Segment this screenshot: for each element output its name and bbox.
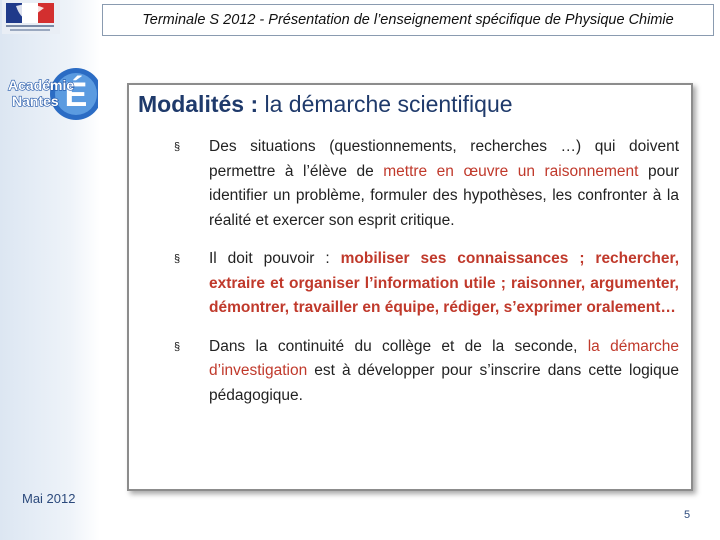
bullet-marker-icon: § — [174, 253, 181, 265]
header-banner — [102, 4, 714, 36]
republic-logo-icon — [2, 0, 60, 34]
bullet-text: Dans la continuité du collège et de la seconde, — [209, 337, 588, 355]
bullet-list — [174, 135, 679, 408]
slide-title-rest: la démarche scientifique — [258, 91, 513, 117]
slide-title-bold: Modalités : — [138, 91, 259, 117]
slide-title — [138, 91, 513, 118]
bullet-text: Il doit pouvoir : — [209, 250, 341, 267]
academie-line2: Nantes — [12, 93, 59, 109]
academie-nantes-logo-icon — [4, 58, 98, 126]
academie-line1: Académie — [8, 77, 75, 93]
academie-letter: É — [64, 76, 88, 114]
page-number: 5 — [684, 509, 691, 521]
bullet-highlight: mettre en œuvre un raisonnement — [383, 162, 639, 180]
header-title: Terminale S 2012 - Présentation de l’enseignement spécifique de Physique Chimie — [142, 12, 674, 28]
sidebar-panel — [0, 0, 100, 540]
bullet-text: pour identifier un problème, formuler des hypothèses, les confronter à la réalité et exercer son esprit critique. — [209, 162, 679, 229]
bullet-highlight: la démarche d’investigation — [209, 337, 679, 379]
bullet-item — [174, 135, 679, 233]
content-box — [127, 83, 693, 491]
bullet-highlight-bold: mobiliser ses connaissances ; rechercher, extraire et organiser l’information utile ; raisonner, argumenter, démontrer, travailler en équipe, rédiger, s’exprimer oralement… — [209, 250, 679, 316]
bullet-text: est à développer pour s’inscrire dans cette logique pédagogique. — [209, 362, 679, 404]
bullet-marker-icon: § — [174, 340, 181, 353]
bullet-item — [174, 335, 679, 409]
bullet-item — [174, 247, 679, 321]
footer-date: Mai 2012 — [22, 491, 76, 506]
bullet-text: Des situations (questionnements, recherches …) qui doivent permettre à l’élève de — [209, 138, 679, 180]
bullet-marker-icon: § — [174, 141, 181, 153]
